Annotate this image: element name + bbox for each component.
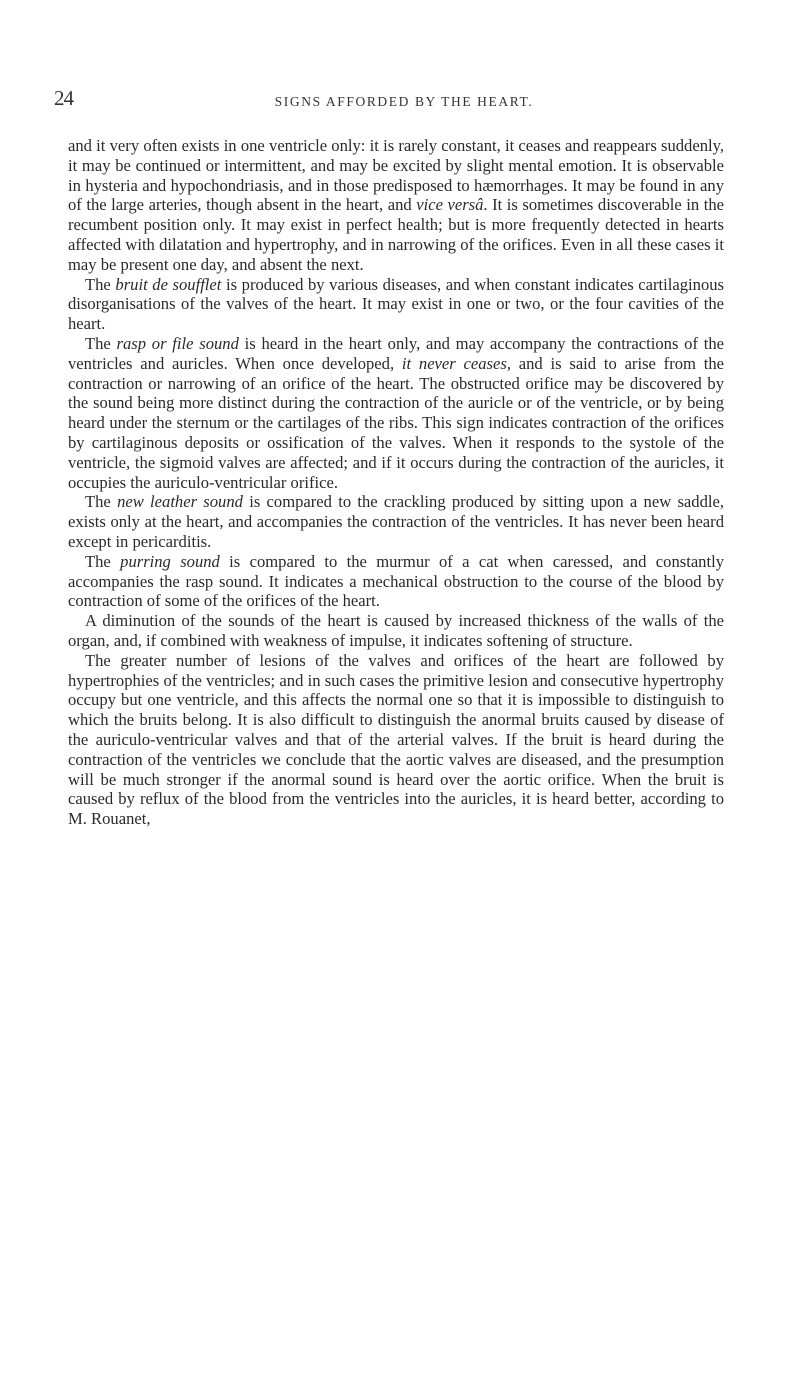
paragraph <box>68 651 724 829</box>
italic-phrase: purring sound <box>120 551 220 571</box>
text-run: , and is said to arise from the contraction or narrowing of an orifice of the heart. The obstructed orifice may be discovered by the sound being more distinct during the contraction of the auricle or of the ventricle, or by being heard under the sternum or the cartilages of the ribs. This sign indicates contraction of the orifices by cartilaginous deposits or ossification of the valves. When it responds to the systole of the ventricle, the sigmoid valves are affected; and if it occurs during the contraction of the auricles, it occupies the auriculo-ventricular orifice. <box>68 353 724 492</box>
text-run: . It is sometimes discoverable in the recumbent position only. It may exist in perfect health; but is more frequently detected in hearts affected with dilatation and hypertrophy, and in narrowing of the orifices. Even in all these cases it may be present one day, and absent the next. <box>68 195 724 274</box>
text-run: The <box>85 551 121 571</box>
italic-phrase: it never ceases <box>401 353 507 373</box>
text-run: The <box>85 274 116 294</box>
italic-phrase: vice versâ <box>416 195 484 215</box>
paragraph <box>68 492 724 551</box>
text-run: and it very often exists in one ventricle only: it is rarely constant, it ceases and reappears suddenly, it may be continued or intermittent, and may be excited by slight mental emotion. It is observable in hysteria and hypochondriasis, and in those predisposed to hæmorrhages. It may be found in any of the large arteries, though absent in the heart, and <box>68 136 724 215</box>
text-run: A diminution of the sounds of the heart is caused by increased thickness of the walls of the organ, and, if combined with weakness of impulse, it indicates softening of structure. <box>68 611 724 650</box>
page-header <box>54 88 754 112</box>
page-number: 24 <box>54 86 73 110</box>
text-run: is produced by various diseases, and when constant indicates cartilaginous disorganisations of the valves of the heart. It may exist in one or two, or the four cavities of the heart. <box>68 274 724 334</box>
text-run: is compared to the crackling produced by sitting upon a new saddle, exists only at the heart, and accompanies the contraction of the ventricles. It has never been heard except in pericarditis. <box>68 492 724 551</box>
running-head: SIGNS AFFORDED BY THE HEART. <box>274 94 534 109</box>
italic-phrase: rasp or file sound <box>116 333 239 353</box>
text-run: The greater number of lesions of the valves and orifices of the heart are followed by hypertrophies of the ventricles; and in such cases the primitive lesion and consecutive hypertrophy occupy but one ventricle, and this affects the normal one so that it is impossible to distinguish to which the bruits belong. It is also difficult to distinguish the anormal bruits caused by disease of the auriculo-ventricular valves and that of the arterial valves. If the bruit is heard during the contraction of the ventricles we conclude that the aortic valves are diseased, and the presumption will be much stronger if the anormal sound is heard over the aortic orifice. When the bruit is caused by reflux of the blood from the ventricles into the auricles, it is heard better, according to M. Rouanet, <box>68 650 724 829</box>
paragraph <box>68 275 724 334</box>
text-run: The <box>85 333 117 353</box>
paragraph <box>68 136 724 275</box>
paragraph <box>68 552 724 611</box>
text-run: is heard in the heart only, and may accompany the contractions of the ventricles and auricles. When once developed, <box>68 333 724 373</box>
paragraph <box>68 611 724 651</box>
body-text <box>68 136 724 829</box>
italic-phrase: new leather sound <box>117 492 243 512</box>
text-run: The <box>85 492 118 512</box>
paragraph <box>68 334 724 492</box>
text-run: is compared to the murmur of a cat when caressed, and constantly accompanies the rasp sound. It indicates a mechanical obstruction to the course of the blood by contraction of some of the orifices of the heart. <box>68 551 724 611</box>
italic-phrase: bruit de soufflet <box>115 274 222 294</box>
